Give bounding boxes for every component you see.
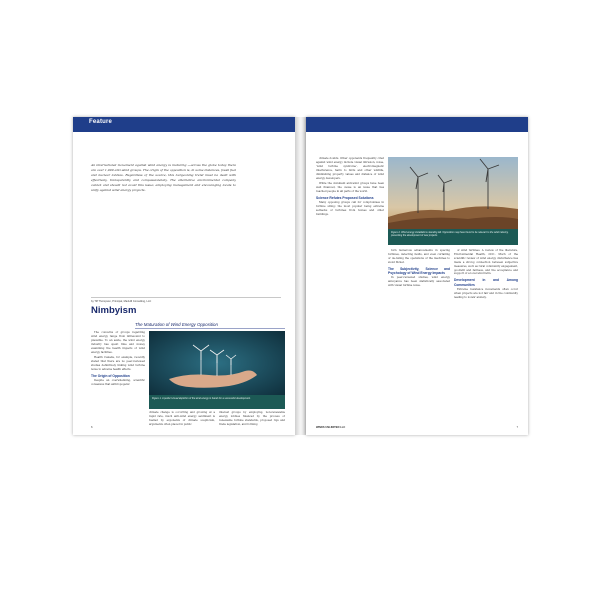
section-heading: Development in and Among Communities — [454, 278, 518, 287]
hillside-turbines-illustration — [388, 157, 518, 229]
hand-turbines-photo — [149, 331, 285, 395]
article-subtitle: The Maturation of Wind Energy Opposition — [135, 322, 285, 329]
paragraph: Many opposing groups call for compromises in turbine siting; the most popular being extreme setbacks of turbines from homes and other buildings. — [316, 200, 384, 216]
paragraph: Health Canada, for example, recently stated that there are no peer-reviewed studies definitively linking wind turbine noise to adverse health effects. — [91, 355, 145, 371]
text-column-1 — [316, 157, 384, 423]
paragraph: turn numerous advancements in spacing turbines, detecting faults, and even curtailing or de-rating the operations of the machines to avoid flicker. — [388, 249, 450, 264]
section-heading: Science Refutes Proposed Solutions — [316, 195, 374, 200]
section-label: Feature — [89, 119, 113, 125]
hillside-turbines-photo — [388, 157, 518, 229]
paragraph: of wind turbines. A review of the literature, Environmental Health, 2011. Much of the scientific review of wind energy disturbance has made a strong connection between subjective measures, such as rural community engagement, goodwill and fairness, and the acceptance and support of a local wind farm. — [454, 249, 518, 276]
hand-turbines-illustration — [149, 331, 285, 395]
spine-fold — [295, 117, 306, 435]
footer-publication: WINDS UNLIMITED LLC — [316, 426, 346, 429]
page-number: 6 — [91, 425, 93, 429]
page-number: 7 — [516, 425, 518, 429]
header-band — [306, 117, 528, 132]
figure-caption: Figure 1. A perfect visual depiction of the wind energy in hands for a successful development. — [149, 395, 285, 409]
intro-paragraph: An international movement against wind energy is maturing —across the globe today there are over 1,000 anti-wind groups. The origin of the opposition is, in some instances, fossil fuel and nuclear lobbies. Regardless of the source, this burgeoning trend must be dealt with effectively, transparently and compassionately. The alternative environmental company cannot and should not avoid this issue; employing management and encouraging locals to unify against wind energy projects. — [91, 163, 236, 193]
paragraph: Despite an overwhelming, scientific consensus that anthropogenic — [91, 378, 145, 386]
section-heading: The Subjectivity, Science and Psychology of Wind Energy Impacts — [388, 266, 450, 275]
header-band — [73, 117, 295, 132]
text-column-2: climate change is occurring and growing at a rapid rate, much anti-wind energy sentiment is fuelled by exponents of climate scepticism, arguments often placed in public — [149, 411, 215, 426]
paragraph: Extreme resistance movements often occur when projects are not fair and in the community leading to locals' anxiety. — [454, 287, 518, 299]
text-column-1 — [91, 331, 145, 423]
figure-caption: Figure 2. Wind energy installations standing tall. Opposition may have found to be relevant to the wind industry, preventing the development of new projects. — [388, 229, 518, 245]
text-column-3 — [454, 249, 518, 423]
text-column-3: interest groups by employing, non-renewable energy lobbies financed by the process of renewable turbine standards, proposed rigs and trade legislation, and forming — [219, 411, 285, 426]
left-page — [73, 117, 295, 435]
paragraph: While the dominant anti-wind groups have been well financed, the cause is an issue that has reached people in all parts of the world. — [316, 181, 384, 193]
section-heading: The Origin of Opposition — [91, 373, 130, 378]
paragraph: The concerns of groups regarding wind energy range from infrasound to plausible. To an aside, the wind energy industry has spent time and money examining the health impacts of wind energy facilities. — [91, 331, 145, 354]
text-column-2 — [388, 249, 450, 423]
right-page — [306, 117, 528, 435]
paragraph: In peer-reviewed studies, wind energy annoyance has been statistically associated with visual turbine noise. — [388, 276, 450, 287]
byline: by Tiff Thompson, Principal, MaxHill Consulting, LLC — [91, 297, 281, 303]
paragraph: climate doubts. Other opponents frequently cited against wind energy include visual intrusion, noise, 'wind turbine syndrome', electromagnetic interference, harm to birds and other wildlife, diminishing property values and distance of wind energy developers. — [316, 157, 384, 180]
article-title: Nimbyism — [91, 305, 137, 316]
